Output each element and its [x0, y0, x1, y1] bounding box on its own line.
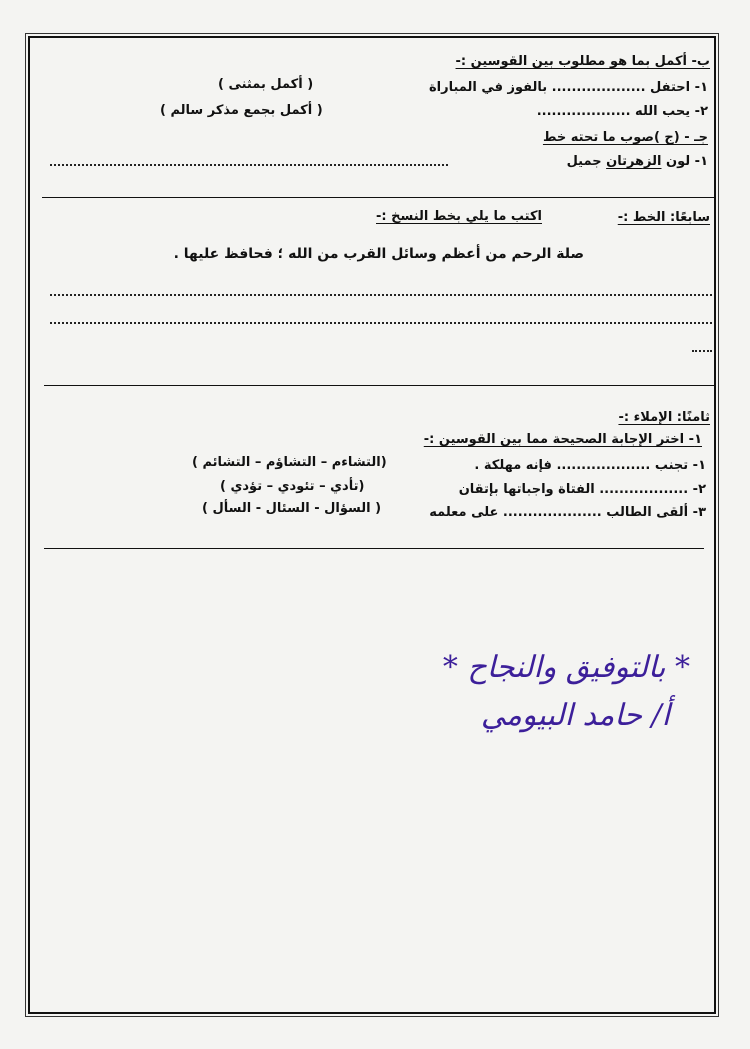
section-c-answer-line	[50, 164, 448, 166]
section-7-sentence: صلة الرحم من أعظم وسائل القرب من الله ؛ فحافظ عليها .	[173, 246, 584, 262]
spelling-question-2: ٢- .................. الفتاة واجباتها بإتقان	[458, 482, 706, 497]
writing-line-1	[50, 294, 712, 296]
spelling-choices-1: (التشاءم – التشاؤم – التشائم )	[192, 455, 387, 470]
section-b-hint-2: ( أكمل بجمع مذكر سالم )	[160, 103, 323, 118]
divider	[44, 548, 704, 549]
section-b-hint-1: ( أكمل بمثنى )	[218, 77, 314, 92]
spelling-choices-2: (تأدي – تئودي – تؤدي )	[220, 479, 365, 494]
spelling-choices-3: ( السؤال - السئال - السأل )	[202, 501, 382, 516]
writing-line-2	[50, 322, 712, 324]
handwritten-wish: * بالتوفيق والنجاح *	[442, 650, 690, 685]
section-7-instruction: اكتب ما يلي بخط النسخ :-	[376, 209, 542, 224]
handwritten-signature: أ/ حامد البيومي	[480, 698, 670, 733]
spelling-question-3: ٣- ألقى الطالب .................... على معلمه	[429, 505, 706, 520]
section-7-title: سابعًا: الخط :-	[617, 210, 710, 225]
section-c-question-1	[567, 154, 708, 169]
question-prefix: ١- لون	[661, 154, 708, 169]
spelling-question-1: ١- تجنب ................... فإنه مهلكة .	[474, 458, 706, 473]
section-8-title: ثامنًا: الإملاء :-	[618, 410, 710, 425]
divider	[44, 385, 714, 386]
section-c-heading: جـ - (ج )صوب ما تحته خط	[542, 130, 708, 145]
page-frame	[28, 36, 716, 1014]
underlined-word: الزهرتان	[606, 154, 662, 169]
section-b-question-1: ١- احتفل ................... بالفوز في المباراة	[428, 80, 708, 95]
section-8-instruction: ١- اختر الإجابة الصحيحة مما بين القوسين :-	[423, 432, 702, 447]
section-b-question-2: ٢- يحب الله ...................	[536, 104, 708, 119]
question-suffix: جميل	[566, 154, 607, 169]
writing-line-3	[692, 350, 712, 352]
divider	[42, 197, 714, 198]
section-b-heading: ب- أكمل بما هو مطلوب بين القوسين :-	[455, 54, 710, 69]
